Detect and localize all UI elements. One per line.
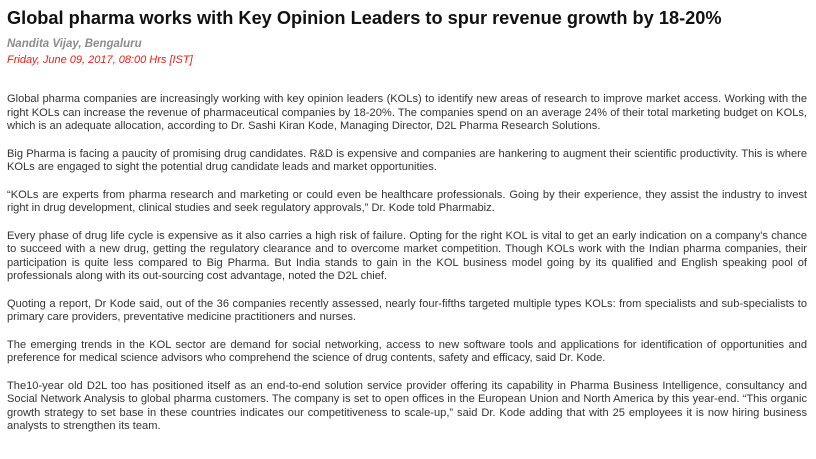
article-author: Nandita Vijay, Bengaluru (7, 38, 142, 50)
article-paragraph: The emerging trends in the KOL sector are demand for social networking, access to new software tools and applications for identification of opportunities and preference for medical science advisors who comprehend the science of drug contents, safety and efficacy, said Dr. Kode. (7, 338, 807, 364)
article-date: Friday, June 09, 2017, 08:00 Hrs [IST] (7, 54, 193, 66)
article-paragraph: The10-year old D2L too has positioned itself as an end-to-end solution service provider offering its capability in Pharma Business Intelligence, consultancy and Social Network Analysis to global pharma customers. The company is set to open offices in the European Union and North America by this year-end. “This organic growth strategy to set base in these countries indicates our competitiveness to scale-up,” said Dr. Kode adding that with 25 employees it is now hiring business analysts to strengthen its team. (7, 379, 807, 432)
article (7, 0, 807, 448)
article-body (7, 93, 807, 434)
article-paragraph: Big Pharma is facing a paucity of promising drug candidates. R&D is expensive and companies are hankering to augment their scientific productivity. This is where KOLs are engaged to sight the potential drug candidate leads and market opportunities. (7, 147, 807, 173)
article-paragraph: Quoting a report, Dr Kode said, out of the 36 companies recently assessed, nearly four-fifths targeted multiple types KOLs: from specialists and sub-specialists to primary care providers, preventative medicine practitioners and nurses. (7, 297, 807, 323)
article-paragraph: Every phase of drug life cycle is expensive as it also carries a high risk of failure. Opting for the right KOL is vital to get an early indication on a company’s chance to succeed with a new drug, getting the regulatory clearance and to overcome market competition. Though KOLs work with the Indian pharma companies, their participation is quite less compared to Big Pharma. But India stands to gain in the KOL business model going by its qualified and English speaking pool of professionals along with its out-sourcing cost advantage, noted the D2L chief. (7, 229, 807, 282)
article-headline: Global pharma works with Key Opinion Leaders to spur revenue growth by 18-20% (7, 8, 722, 28)
article-paragraph: “KOLs are experts from pharma research and marketing or could even be healthcare professionals. Going by their experience, they assist the industry to invest right in drug development, clinical studies and seek regulatory approvals,” Dr. Kode told Pharmabiz. (7, 188, 807, 214)
article-paragraph: Global pharma companies are increasingly working with key opinion leaders (KOLs) to identify new areas of research to improve market access. Working with the right KOLs can increase the revenue of pharmaceutical companies by 18-20%. The companies spend on an average 24% of their total marketing budget on KOLs, which is an adequate allocation, according to Dr. Sashi Kiran Kode, Managing Director, D2L Pharma Research Solutions. (7, 93, 807, 132)
